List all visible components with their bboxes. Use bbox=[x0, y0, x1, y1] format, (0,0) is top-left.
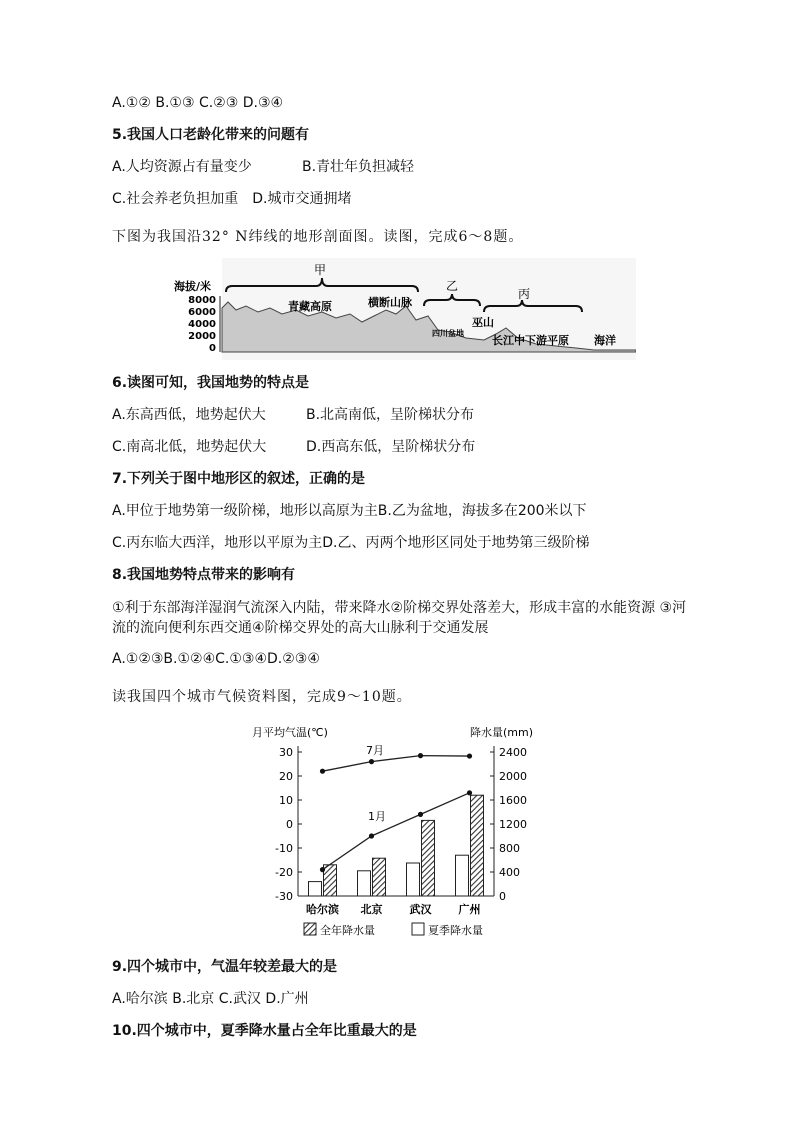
region-yi-label: 乙 bbox=[446, 279, 459, 293]
temperature-point bbox=[418, 812, 423, 817]
q7-stem: 7.下列关于图中地形区的叙述，正确的是 bbox=[112, 471, 366, 487]
chart-tick-label-left: -20 bbox=[275, 866, 293, 879]
label-wushan: 巫山 bbox=[472, 316, 494, 329]
summer-precip-bar bbox=[309, 882, 322, 896]
label-hengduan: 横断山脉 bbox=[368, 296, 412, 309]
chart-category-label: 哈尔滨 bbox=[306, 903, 339, 916]
q9-options: A.哈尔滨 B.北京 C.武汉 D.广州 bbox=[112, 991, 309, 1007]
temperature-point bbox=[320, 867, 325, 872]
chart-tick-label-right: 2400 bbox=[499, 746, 527, 759]
q7-options-ab: A.甲位于地势第一级阶梯，地形以高原为主B.乙为盆地，海拔多在200米以下 bbox=[112, 503, 587, 519]
temperature-line bbox=[323, 793, 470, 870]
q6-option-c: C.南高北低，地势起伏大 bbox=[112, 439, 267, 455]
summer-precip-bar bbox=[456, 855, 469, 896]
chart-tick-label-left: 10 bbox=[279, 794, 293, 807]
profile-ytick: 2000 bbox=[188, 331, 216, 342]
chart-tick-label-left: 30 bbox=[279, 746, 293, 759]
annual-precip-bar bbox=[324, 865, 337, 896]
legend-annual-swatch bbox=[304, 923, 316, 935]
q5-stem: 5.我国人口老龄化带来的问题有 bbox=[112, 127, 310, 143]
july-line-label: 7月 bbox=[366, 744, 384, 757]
q5-option-a: A.人均资源占有量变少 bbox=[112, 159, 252, 175]
intro-6-8: 下图为我国沿32° N纬线的地形剖面图。读图，完成6～8题。 bbox=[112, 229, 524, 245]
temperature-point bbox=[369, 833, 374, 838]
label-plain: 长江中下游平原 bbox=[492, 334, 569, 347]
q6-option-a: A.东高西低，地势起伏大 bbox=[112, 407, 266, 423]
chart-tick-label-left: 20 bbox=[279, 770, 293, 783]
q5-options-cd: C.社会养老负担加重 D.城市交通拥堵 bbox=[112, 191, 352, 207]
q4-options: A.①② B.①③ C.②③ D.③④ bbox=[112, 95, 284, 111]
profile-ytick: 0 bbox=[209, 343, 216, 354]
chart-category-label: 广州 bbox=[458, 903, 481, 916]
annual-precip-bar bbox=[373, 858, 386, 896]
annual-precip-bar bbox=[471, 795, 484, 896]
chart-tick-label-left: 0 bbox=[286, 818, 293, 831]
legend-summer-swatch bbox=[412, 923, 424, 935]
chart-tick-label-right: 800 bbox=[499, 842, 520, 855]
profile-ytick: 6000 bbox=[188, 307, 216, 318]
summer-precip-bar bbox=[407, 863, 420, 896]
q8-body: ①利于东部海洋湿润气流深入内陆，带来降水②阶梯交界处落差大，形成丰富的水能资源 ③河流的流向便利东西交通④阶梯交界处的高大山脉利于交通发展 bbox=[112, 600, 687, 636]
q5-option-b: B.青壮年负担减轻 bbox=[302, 159, 415, 175]
q6-stem: 6.读图可知，我国地势的特点是 bbox=[112, 375, 310, 391]
temperature-line bbox=[323, 756, 470, 772]
chart-ylabel-left: 月平均气温(℃) bbox=[252, 726, 328, 739]
legend-summer-label: 夏季降水量 bbox=[428, 924, 483, 937]
climate-chart bbox=[244, 722, 544, 944]
chart-category-label: 武汉 bbox=[409, 903, 432, 916]
chart-ylabel-right: 降水量(mm) bbox=[470, 726, 534, 739]
chart-tick-label-right: 1600 bbox=[499, 794, 527, 807]
temperature-point bbox=[467, 790, 472, 795]
q7-options-cd: C.丙东临大西洋，地形以平原为主D.乙、丙两个地形区同处于地势第三级阶梯 bbox=[112, 535, 590, 551]
chart-tick-label-right: 2000 bbox=[499, 770, 527, 783]
temperature-point bbox=[369, 759, 374, 764]
temperature-point bbox=[467, 753, 472, 758]
chart-tick-label-right: 0 bbox=[499, 890, 506, 903]
chart-tick-label-right: 1200 bbox=[499, 818, 527, 831]
intro-9-10: 读我国四个城市气候资料图，完成9～10题。 bbox=[112, 689, 412, 705]
profile-ytick: 4000 bbox=[188, 319, 216, 330]
temperature-point bbox=[320, 769, 325, 774]
q6-option-b: B.北高南低，呈阶梯状分布 bbox=[306, 407, 475, 423]
annual-precip-bar bbox=[422, 820, 435, 896]
region-bing-label: 丙 bbox=[518, 287, 531, 301]
q8-options: A.①②③B.①②④C.①③④D.②③④ bbox=[112, 651, 320, 667]
label-ocean: 海洋 bbox=[594, 334, 616, 347]
label-plateau: 青藏高原 bbox=[288, 300, 332, 313]
q6-option-d: D.西高东低，呈阶梯状分布 bbox=[306, 439, 476, 455]
region-jia-label: 甲 bbox=[314, 263, 327, 277]
chart-tick-label-right: 400 bbox=[499, 866, 520, 879]
legend-annual-label: 全年降水量 bbox=[320, 924, 375, 937]
chart-category-label: 北京 bbox=[360, 903, 383, 916]
q9-stem: 9.四个城市中，气温年较差最大的是 bbox=[112, 959, 338, 975]
q10-stem: 10.四个城市中，夏季降水量占全年比重最大的是 bbox=[112, 1023, 417, 1039]
temperature-point bbox=[418, 753, 423, 758]
summer-precip-bar bbox=[358, 871, 371, 896]
profile-ylabel: 海拔/米 bbox=[174, 280, 212, 293]
profile-ytick: 8000 bbox=[188, 295, 216, 306]
label-sichuan: 四川盆地 bbox=[432, 329, 464, 338]
terrain-profile-figure bbox=[166, 258, 636, 360]
chart-tick-label-left: -30 bbox=[275, 890, 293, 903]
chart-tick-label-left: -10 bbox=[275, 842, 293, 855]
q8-stem: 8.我国地势特点带来的影响有 bbox=[112, 567, 296, 583]
jan-line-label: 1月 bbox=[368, 810, 386, 823]
